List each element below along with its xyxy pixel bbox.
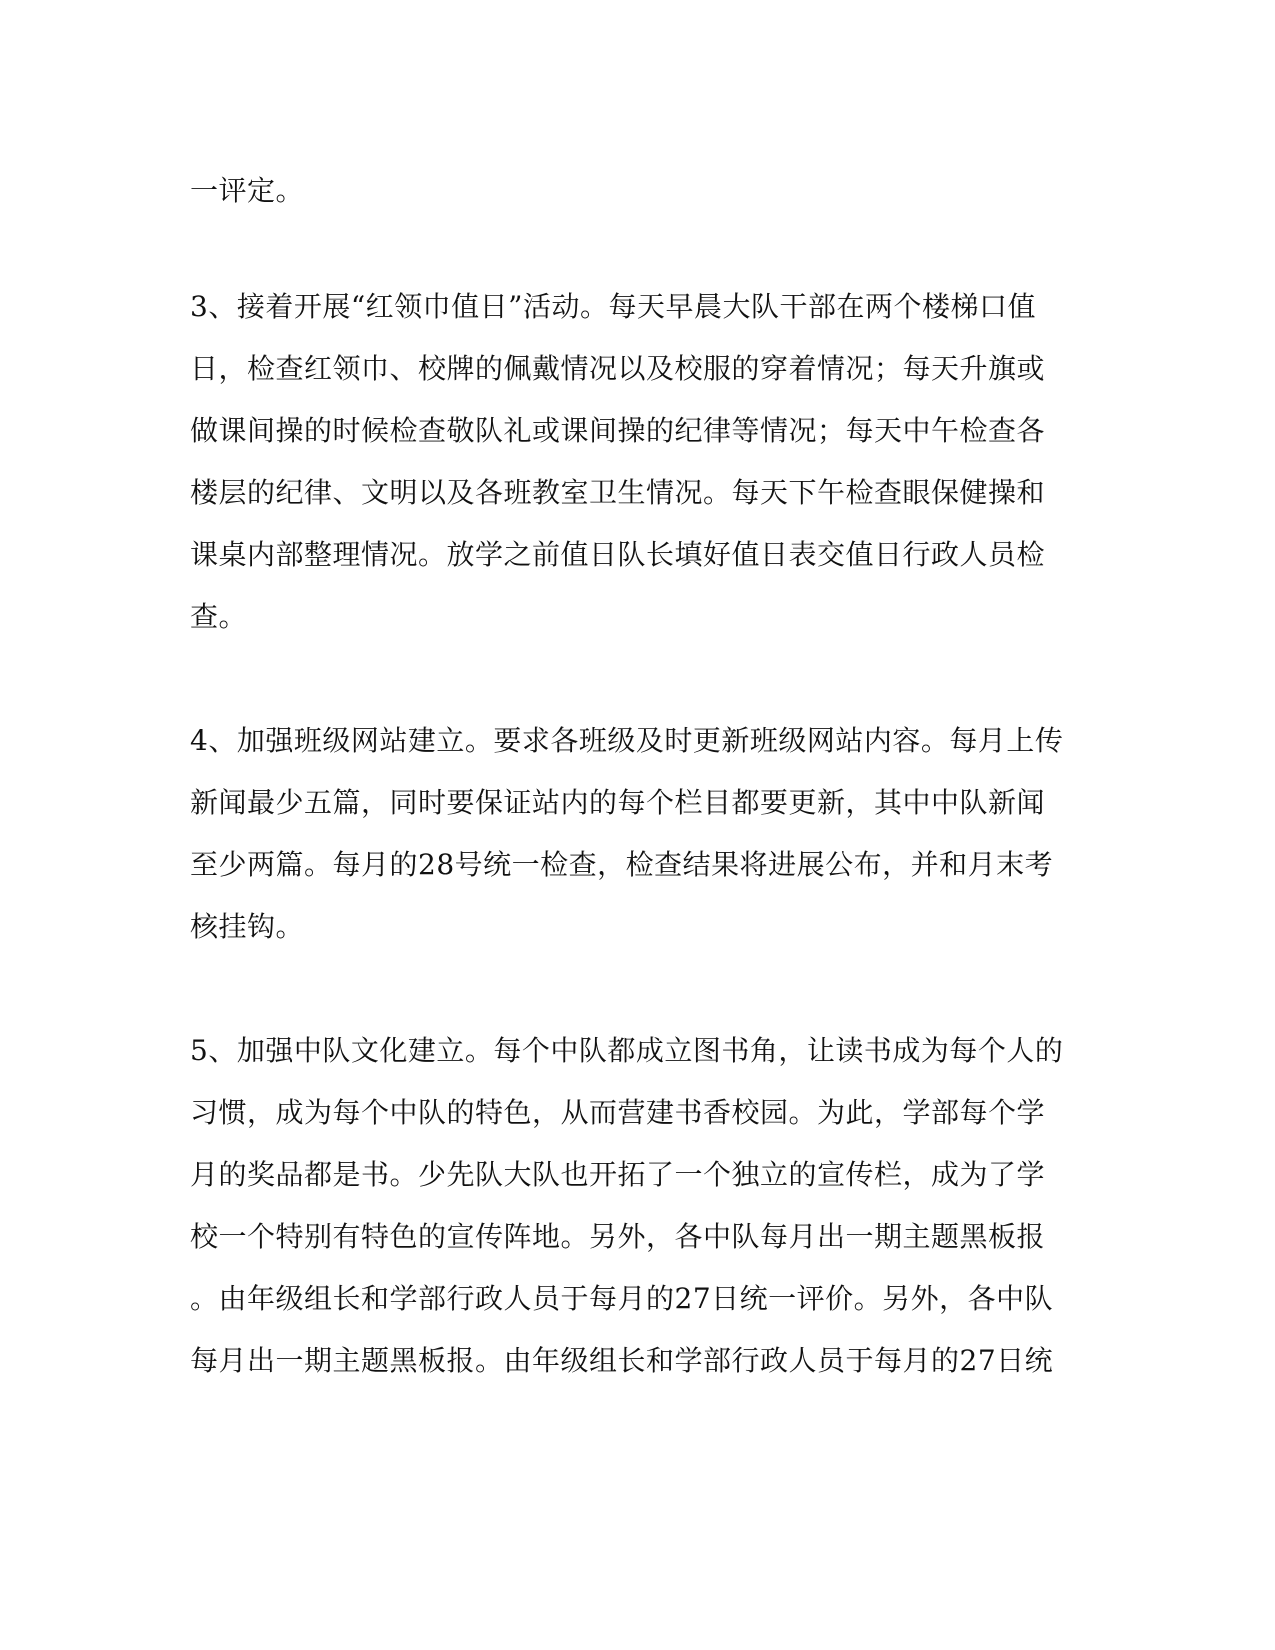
text-line: 月的奖品都是书。少先队大队也开拓了一个独立的宣传栏，成为了学 [190,1158,1046,1191]
text-line: 课桌内部整理情况。放学之前值日队长填好值日表交值日行政人员检 [190,538,1046,571]
text-line: 新闻最少五篇，同时要保证站内的每个栏目都要更新，其中中队新闻 [190,786,1046,819]
text-line: 校一个特别有特色的宣传阵地。另外，各中队每月出一期主题黑板报 [190,1220,1046,1253]
text-line: 3、接着开展“红领巾值日”活动。每天早晨大队干部在两个楼梯口值 [190,290,1036,323]
text-line: 做课间操的时候检查敬队礼或课间操的纪律等情况；每天中午检查各 [190,414,1046,447]
text-line: 至少两篇。每月的28号统一检查，检查结果将进展公布，并和月末考 [190,848,1054,881]
text-line: 4、加强班级网站建立。要求各班级及时更新班级网站内容。每月上传 [190,724,1064,757]
text-line: 查。 [190,600,248,633]
text-line: 楼层的纪律、文明以及各班教室卫生情况。每天下午检查眼保健操和 [190,476,1046,509]
text-line: 。由年级组长和学部行政人员于每月的27日统一评价。另外，各中队 [190,1282,1054,1315]
text-line: 核挂钩。 [190,910,305,943]
text-line: 5、加强中队文化建立。每个中队都成立图书角，让读书成为每个人的 [190,1034,1064,1067]
text-line: 一评定。 [190,174,305,207]
text-line: 日，检查红领巾、校牌的佩戴情况以及校服的穿着情况；每天升旗或 [190,352,1046,385]
text-line: 习惯，成为每个中队的特色，从而营建书香校园。为此，学部每个学 [190,1096,1046,1129]
text-line: 每月出一期主题黑板报。由年级组长和学部行政人员于每月的27日统 [190,1344,1054,1377]
